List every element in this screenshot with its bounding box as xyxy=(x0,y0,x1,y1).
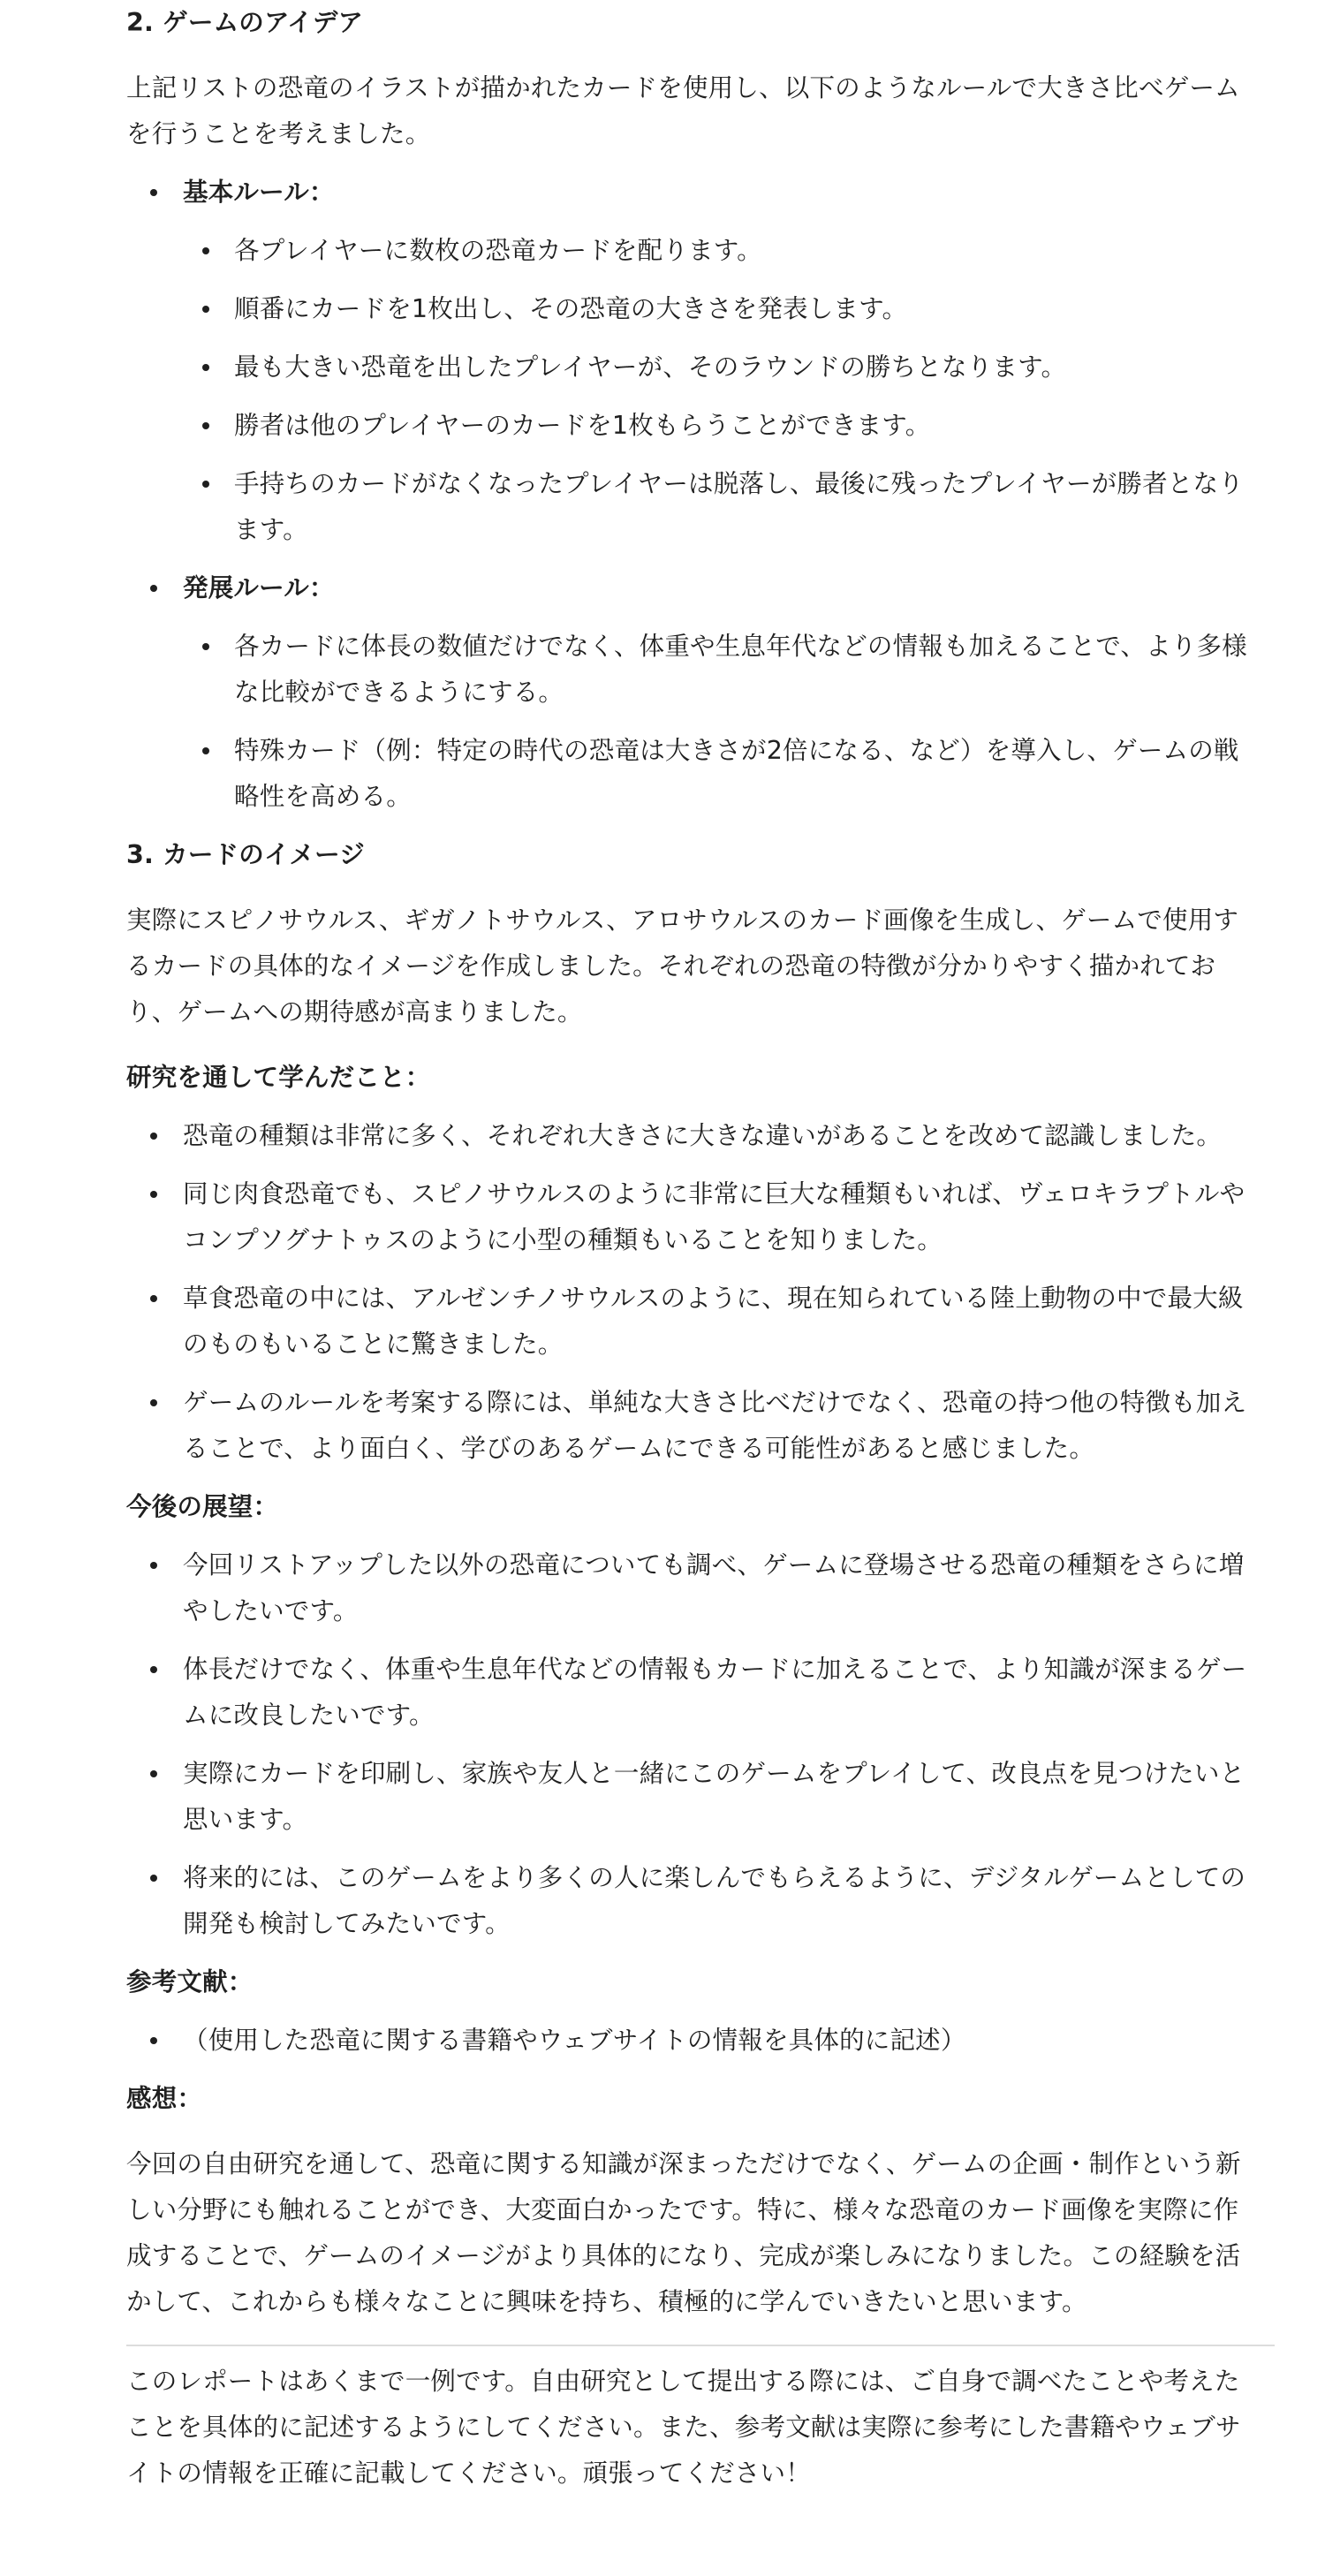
list-item-text: ます。 xyxy=(234,515,308,544)
list-item xyxy=(183,228,1275,274)
impressions-paragraph xyxy=(126,2141,1275,2325)
list-item-text: 特殊カード（例：特定の時代の恐竜は大きさが2倍になる、など）を導入し、ゲームの戦 xyxy=(234,736,1239,765)
list-item-text: （使用した恐竜に関する書籍やウェブサイトの情報を具体的に記述） xyxy=(183,2026,966,2055)
list-item-text: コンプソグナトゥスのように小型の種類もいることを知りました。 xyxy=(183,1225,943,1254)
text-line: イトの情報を正確に記載してください。頑張ってください！ xyxy=(126,2459,811,2488)
list-item xyxy=(183,286,1275,332)
list-item-text: のものもいることに驚きました。 xyxy=(183,1330,564,1359)
section-3-paragraph xyxy=(126,898,1275,1035)
list-item-text: ゲームのルールを考案する際には、単純な大きさ比べだけでなく、恐竜の持つ他の特徴も加え xyxy=(183,1388,1247,1417)
section-2-rule-groups xyxy=(126,170,1275,832)
impressions-heading: 感想： xyxy=(126,2084,203,2113)
text-line: 実際にスピノサウルス、ギガノトサウルス、アロサウルスのカード画像を生成し、ゲームで使用す xyxy=(126,905,1239,935)
list-item-text: 実際にカードを印刷し、家族や友人と一緒にこのゲームをプレイして、改良点を見つけたいと xyxy=(183,1759,1246,1788)
list-item-text: な比較ができるようにする。 xyxy=(234,678,564,707)
advanced-rules-label: 発展ルール： xyxy=(183,573,335,602)
advanced-rules-list xyxy=(183,624,1275,832)
text-line: かして、これからも様々なことに興味を持ち、積極的に学んでいきたいと思います。 xyxy=(126,2287,1087,2316)
list-item-text: 各プレイヤーに数枚の恐竜カードを配ります。 xyxy=(234,236,762,265)
list-item-text: 今回リストアップした以外の恐竜についても調べ、ゲームに登場させる恐竜の種類をさらに増 xyxy=(183,1550,1245,1580)
text-line: 成することで、ゲームのイメージがより具体的になり、完成が楽しみになりました。この経験を活 xyxy=(126,2241,1241,2270)
list-item xyxy=(183,461,1275,553)
text-line: ことを具体的に記述するようにしてください。また、参考文献は実際に参考にした書籍やウェブサ xyxy=(126,2413,1241,2442)
text-line: り、ゲームへの期待感が高まりました。 xyxy=(126,997,583,1027)
references-heading: 参考文献： xyxy=(126,1967,254,1996)
list-item-text: 手持ちのカードがなくなったプレイヤーは脱落し、最後に残ったプレイヤーが勝者となり xyxy=(234,469,1244,498)
basic-rules-label: 基本ルール： xyxy=(183,178,335,207)
list-item-text: 恐竜の種類は非常に多く、それぞれ大きさに大きな違いがあることを改めて認識しました。 xyxy=(183,1121,1223,1150)
list-item xyxy=(126,1542,1275,1634)
future-heading: 今後の展望： xyxy=(126,1492,279,1521)
section-2-heading: 2. ゲームのアイデア xyxy=(126,8,364,37)
list-item-text: 同じ肉食恐竜でも、スピノサウルスのように非常に巨大な種類もいれば、ヴェロキラプトルや xyxy=(183,1179,1246,1208)
list-item xyxy=(183,345,1275,390)
list-item xyxy=(183,624,1275,716)
list-item xyxy=(126,1113,1275,1159)
advanced-rules-group xyxy=(126,565,1275,832)
section-3-heading: 3. カードのイメージ xyxy=(126,840,365,869)
list-item xyxy=(126,1380,1275,1472)
list-item-text: 草食恐竜の中には、アルゼンチノサウルスのように、現在知られている陸上動物の中で最大級 xyxy=(183,1284,1244,1313)
text-line: しい分野にも触れることができ、大変面白かったです。特に、様々な恐竜のカード画像を実際に作 xyxy=(126,2195,1239,2224)
list-item-text: 最も大きい恐竜を出したプレイヤーが、そのラウンドの勝ちとなります。 xyxy=(234,352,1067,382)
list-item-text: 略性を高める。 xyxy=(234,782,412,811)
list-item xyxy=(183,728,1275,820)
list-item xyxy=(126,2018,1275,2064)
learned-list xyxy=(126,1113,1275,1484)
list-item xyxy=(126,1276,1275,1368)
list-item-text: ムに改良したいです。 xyxy=(183,1701,435,1730)
list-item-text: 各カードに体長の数値だけでなく、体重や生息年代などの情報も加えることで、より多様 xyxy=(234,632,1247,661)
learned-heading: 研究を通して学んだこと： xyxy=(126,1063,431,1092)
list-item-text: 体長だけでなく、体重や生息年代などの情報もカードに加えることで、より知識が深まるゲー xyxy=(183,1655,1247,1684)
basic-rules-group xyxy=(126,170,1275,565)
list-item xyxy=(183,403,1275,449)
list-item xyxy=(126,1855,1275,1947)
list-item-text: 思います。 xyxy=(183,1805,308,1834)
text-line: 今回の自由研究を通して、恐竜に関する知識が深まっただけでなく、ゲームの企画・制作という新 xyxy=(126,2149,1241,2178)
section-2-intro: 上記リストの恐竜のイラストが描かれたカードを使用し、以下のようなルールで大きさ比べゲーム を行うことを考えました。 xyxy=(126,73,1240,148)
references-list xyxy=(126,2018,1275,2076)
list-item-text: ることで、より面白く、学びのあるゲームにできる可能性があると感じました。 xyxy=(183,1434,1095,1463)
list-item-text: 勝者は他のプレイヤーのカードを1枚もらうことができます。 xyxy=(234,411,931,440)
footer-note xyxy=(126,2359,1275,2496)
report-content xyxy=(126,0,1275,2496)
list-item xyxy=(126,1751,1275,1843)
list-item xyxy=(126,1647,1275,1739)
text-line: このレポートはあくまで一例です。自由研究として提出する際には、ご自身で調べたことや考えた xyxy=(126,2367,1240,2396)
list-item-text: やしたいです。 xyxy=(183,1596,359,1625)
basic-rules-list xyxy=(183,228,1275,565)
list-item-text: 開発も検討してみたいです。 xyxy=(183,1909,511,1938)
text-line: るカードの具体的なイメージを作成しました。それぞれの恐竜の特徴が分かりやすく描かれてお xyxy=(126,951,1216,981)
list-item-text: 将来的には、このゲームをより多くの人に楽しんでもらえるように、デジタルゲームとしての xyxy=(183,1863,1246,1892)
list-item-text: 順番にカードを1枚出し、その恐竜の大きさを発表します。 xyxy=(234,294,908,323)
future-list xyxy=(126,1542,1275,1959)
list-item xyxy=(126,1171,1275,1263)
